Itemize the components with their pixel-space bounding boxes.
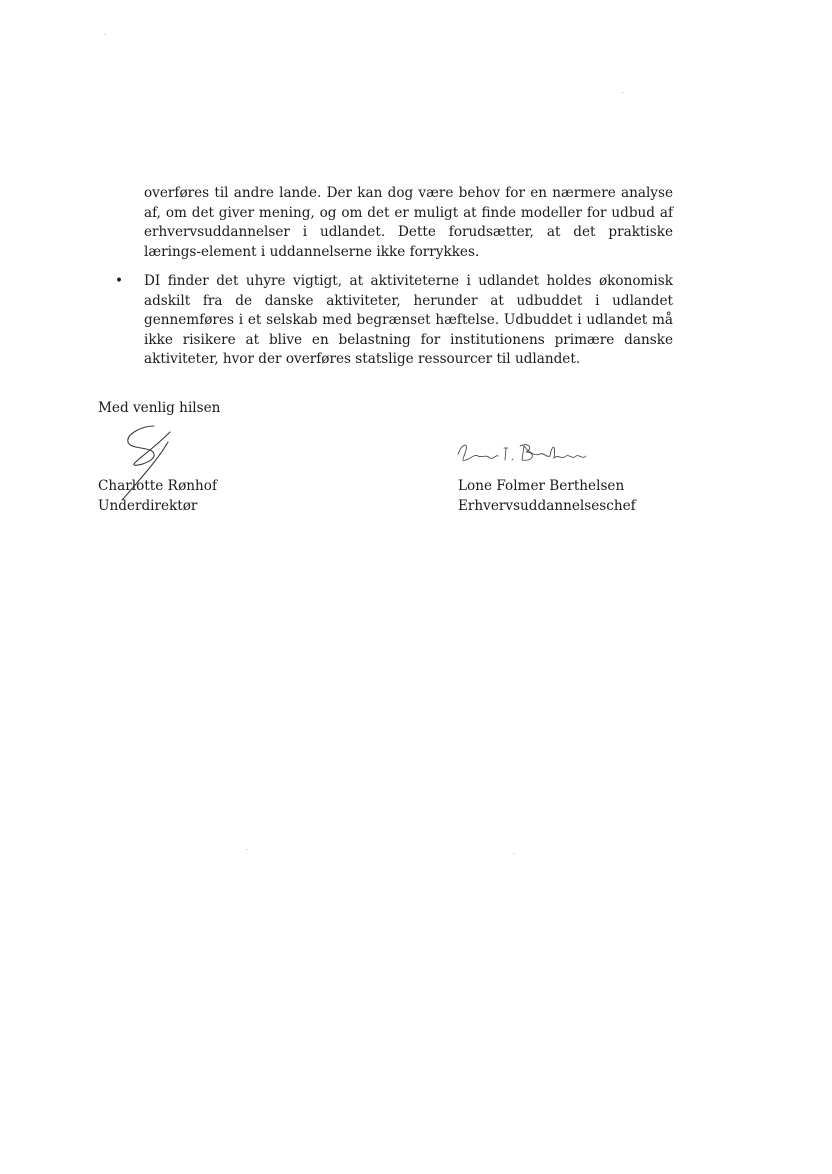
closing-salutation: Med venlig hilsen — [98, 400, 221, 416]
bullet-paragraph: DI finder det uhyre vigtigt, at aktiviteterne i udlandet holdes økonomisk adskilt fra de danske aktiviteter, herunder at udbuddet i udlandet gennemføres i et selskab med begrænset hæftelse. Udbuddet i udlandet må ikke risikere at blive en belastning for institutionens primære danske aktiviteter, hvor der overføres statslige ressourcer til udlandet. — [144, 273, 673, 367]
signatory-right — [458, 477, 636, 516]
signatory-name: Charlotte Rønhof — [98, 478, 217, 494]
signatory-left — [98, 477, 217, 516]
signatory-name: Lone Folmer Berthelsen — [458, 478, 625, 494]
scan-speck — [104, 34, 106, 35]
bullet-marker: • — [115, 273, 124, 289]
handwritten-signature-icon — [452, 436, 592, 468]
scan-speck — [246, 849, 248, 850]
continuation-paragraph: overføres til andre lande. Der kan dog være behov for en nærmere analyse af, om det giver mening, og om det er muligt at finde modeller for udbud af erhvervsuddannelser i udlandet. Dette forudsætter, at det praktiske lærings-element i uddannelserne ikke forrykkes. — [144, 185, 673, 260]
signatory-title: Erhvervsuddannelseschef — [458, 497, 636, 514]
scan-speck — [513, 853, 515, 854]
signatory-title: Underdirektør — [98, 497, 198, 514]
scan-speck — [622, 92, 624, 93]
